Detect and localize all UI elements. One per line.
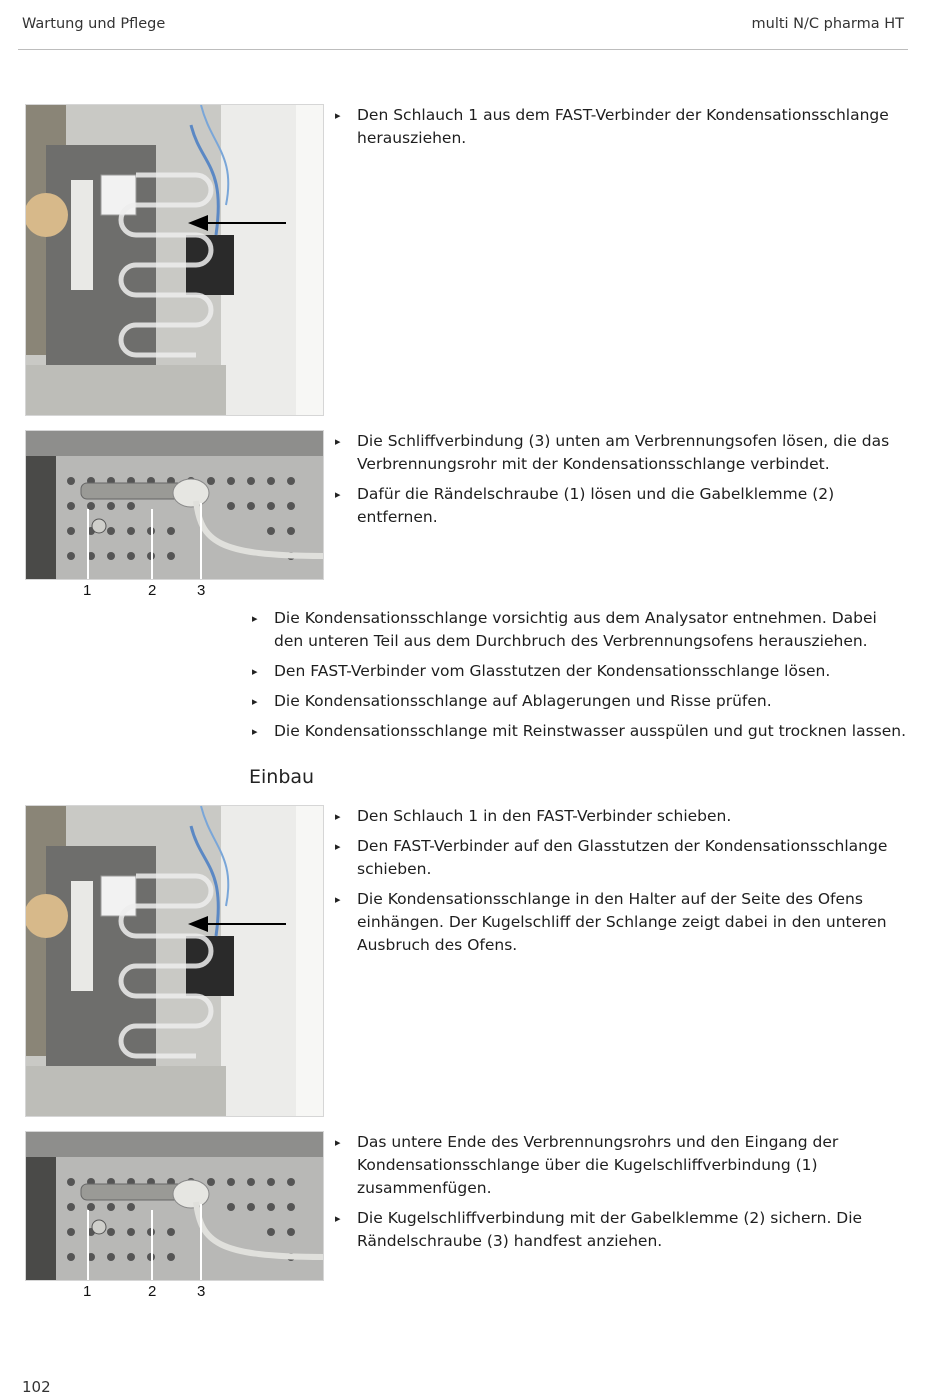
callout-label: 1	[83, 1283, 92, 1300]
removal-steps-coil	[250, 607, 908, 750]
removal-steps-joint	[333, 430, 908, 536]
bullet-arrow-icon: ▸	[252, 725, 258, 738]
ball-joint-callouts	[25, 1283, 322, 1303]
condensation-coil-photo	[25, 805, 324, 1117]
removal-steps-hose	[333, 104, 908, 157]
step-item: ▸ Die Kondensationsschlange auf Ablagerungen und Risse prüfen.	[250, 690, 908, 713]
bullet-arrow-icon: ▸	[335, 435, 341, 448]
bullet-arrow-icon: ▸	[335, 1136, 341, 1149]
step-item: ▸ Den FAST-Verbinder auf den Glasstutzen der Kondensationsschlange schieben.	[335, 837, 888, 878]
step-item: ▸ Die Kondensationsschlange mit Reinstwasser ausspülen und gut trocknen lassen.	[250, 720, 908, 743]
bullet-arrow-icon: ▸	[335, 1212, 341, 1225]
installation-steps-coil	[333, 805, 908, 964]
header-chapter: Wartung und Pflege	[22, 16, 166, 32]
callout-label: 3	[197, 582, 206, 599]
ball-joint-photo	[25, 430, 324, 580]
step-item: ▸ Den Schlauch 1 aus dem FAST-Verbinder der Kondensationsschlange herausziehen.	[335, 106, 889, 147]
step-item: ▸ Die Kondensationsschlange in den Halter auf der Seite des Ofens einhängen. Der Kugelschliff der Schlange zeigt dabei in den unteren Ausbruch des Ofens.	[335, 890, 887, 954]
condensation-coil-photo	[25, 104, 324, 416]
step-item: ▸ Die Kugelschliffverbindung mit der Gabelklemme (2) sichern. Die Rändelschraube (3) handfest anziehen.	[335, 1209, 863, 1250]
bullet-arrow-icon: ▸	[335, 840, 341, 853]
bullet-arrow-icon: ▸	[252, 695, 258, 708]
step-item: ▸ Den Schlauch 1 in den FAST-Verbinder schieben.	[333, 805, 908, 828]
step-item: ▸ Die Kondensationsschlange vorsichtig aus dem Analysator entnehmen. Dabei den unteren Teil aus dem Durchbruch des Verbrennungsofens herausziehen.	[252, 609, 877, 650]
step-item: ▸ Den FAST-Verbinder vom Glasstutzen der Kondensationsschlange lösen.	[250, 660, 908, 683]
bullet-arrow-icon: ▸	[335, 810, 341, 823]
bullet-arrow-icon: ▸	[335, 488, 341, 501]
step-item: ▸ Das untere Ende des Verbrennungsrohrs und den Eingang der Kondensationsschlange über die Kugelschliffverbindung (1) zusammenfügen.	[335, 1133, 839, 1197]
header-divider	[18, 49, 908, 50]
step-item: ▸ Die Schliffverbindung (3) unten am Verbrennungsofen lösen, die das Verbrennungsrohr mit der Kondensationsschlange verbindet.	[335, 432, 890, 473]
bullet-arrow-icon: ▸	[252, 665, 258, 678]
bullet-arrow-icon: ▸	[335, 109, 341, 122]
installation-steps-joint	[333, 1131, 908, 1260]
bullet-arrow-icon: ▸	[335, 893, 341, 906]
ball-joint-photo	[25, 1131, 324, 1281]
header-product: multi N/C pharma HT	[751, 16, 904, 32]
section-heading-einbau: Einbau	[249, 766, 315, 788]
callout-label: 3	[197, 1283, 206, 1300]
callout-label: 2	[148, 582, 157, 599]
ball-joint-callouts	[25, 582, 322, 602]
step-item: ▸ Dafür die Rändelschraube (1) lösen und die Gabelklemme (2) entfernen.	[335, 485, 835, 526]
page-number: 102	[22, 1378, 51, 1396]
callout-label: 2	[148, 1283, 157, 1300]
callout-label: 1	[83, 582, 92, 599]
bullet-arrow-icon: ▸	[252, 612, 258, 625]
